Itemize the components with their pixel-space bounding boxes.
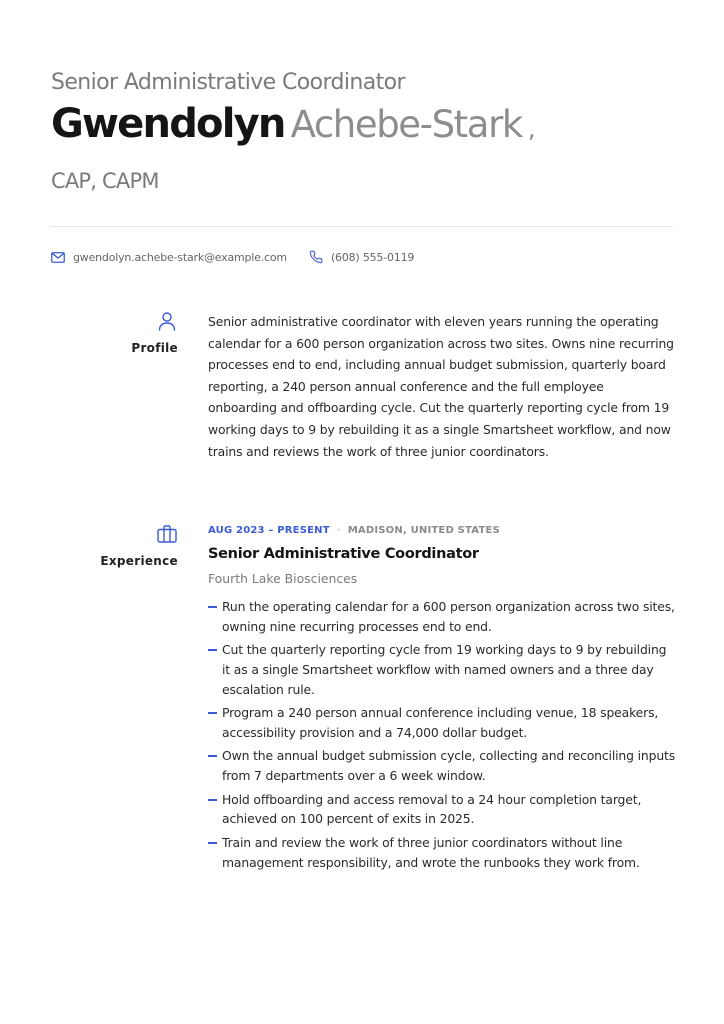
first-name: Gwendolyn	[51, 101, 285, 147]
profile-summary: Senior administrative coordinator with eleven years running the operating calendar for a 600 person organization across two sites. Owns nine recurring processes end to end, including annual budget submission, quarterly board reporting, a 240 person annual conference and the full employee onboarding and offboarding cycle. Cut the quarterly reporting cycle from 19 working days to 9 by rebuilding it as a single Smartsheet workflow, and now trains and reviews the work of three junior coordinators.	[208, 314, 674, 459]
header-divider	[51, 226, 673, 227]
list-item	[208, 746, 676, 786]
meta-separator: ·	[336, 525, 341, 536]
mail-icon	[51, 252, 65, 263]
job-bullets	[208, 597, 676, 876]
bullet-text: Program a 240 person annual conference including venue, 18 speakers, accessibility provision and a 74,000 dollar budget.	[222, 705, 659, 740]
headline-title: Senior Administrative Coordinator	[51, 70, 405, 95]
bullet-text: Run the operating calendar for a 600 person organization across two sites, owning nine recurring processes end to end.	[222, 599, 675, 634]
bullet-text: Own the annual budget submission cycle, collecting and reconciling inputs from 7 departments over a 6 week window.	[222, 748, 676, 784]
dash-marker	[208, 649, 217, 651]
phone-link[interactable]	[309, 250, 414, 264]
user-icon	[158, 311, 176, 331]
job-company: Fourth Lake Biosciences	[208, 571, 358, 586]
job-title: Senior Administrative Coordinator	[208, 546, 479, 562]
list-item	[208, 597, 676, 637]
email-link[interactable]	[51, 251, 287, 264]
profile-label: Profile	[131, 341, 178, 355]
list-item	[208, 703, 676, 743]
last-name: Achebe-Stark	[290, 103, 522, 146]
bullet-text: Cut the quarterly reporting cycle from 19 working days to 9 by rebuilding it as a single Smartsheet workflow with named owners and a three day escalation rule.	[222, 642, 667, 697]
experience-label: Experience	[100, 554, 178, 568]
job-date: AUG 2023 – PRESENT	[208, 525, 330, 536]
candidate-name	[51, 98, 536, 158]
dash-marker	[208, 755, 217, 757]
briefcase-icon	[157, 525, 177, 543]
credentials: CAP, CAPM	[51, 169, 159, 193]
dash-marker	[208, 606, 217, 608]
job-location: MADISON, UNITED STATES	[347, 525, 500, 536]
list-item	[208, 790, 676, 830]
job-meta	[208, 524, 500, 538]
list-item	[208, 640, 676, 699]
phone-icon	[309, 250, 323, 264]
contact-row	[51, 249, 414, 265]
list-item	[208, 833, 676, 873]
phone-text: (608) 555-0119	[330, 250, 415, 264]
email-text: gwendolyn.achebe-stark@example.com	[73, 250, 287, 264]
dash-marker	[208, 842, 217, 844]
dash-marker	[208, 712, 217, 714]
name-comma: ,	[527, 115, 536, 143]
bullet-text: Train and review the work of three junior coordinators without line management responsibility, and wrote the runbooks they work from.	[222, 834, 640, 870]
dash-marker	[208, 799, 217, 801]
bullet-text: Hold offboarding and access removal to a 24 hour completion target, achieved on 100 percent of exits in 2025.	[222, 791, 642, 827]
